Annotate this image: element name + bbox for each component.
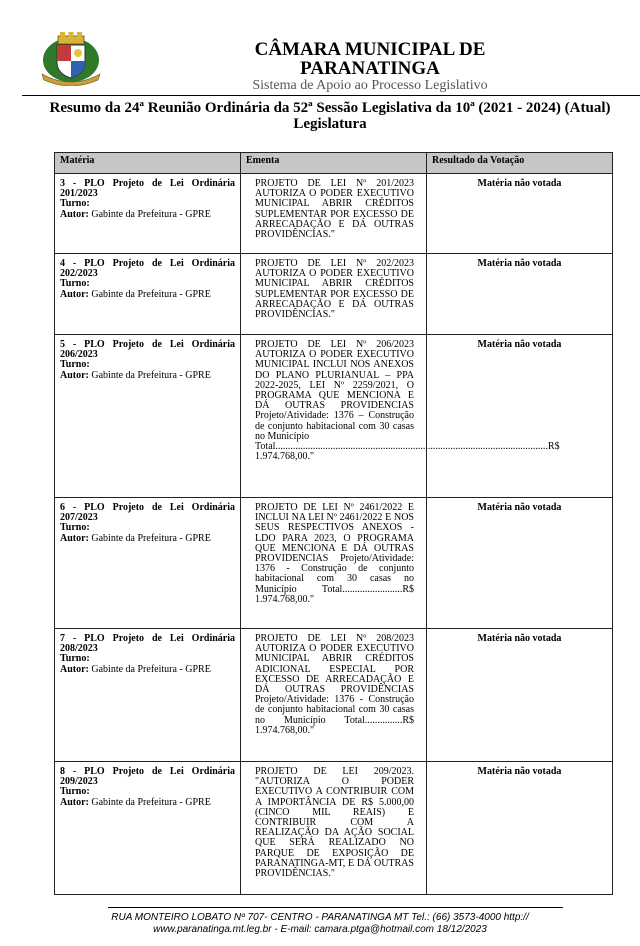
autor-value: Gabinte da Prefeitura - GPRE (91, 532, 211, 544)
municipal-coat-of-arms-icon (40, 30, 102, 86)
footer-contact: www.paranatinga.mt.leg.br - E-mail: camara.ptga@hotmail.com 18/12/2023 (153, 924, 487, 935)
resultado-cell: Matéria não votada (427, 335, 613, 498)
materia-cell (55, 762, 241, 895)
ementa-cell: PROJETO DE LEI Nº 206/2023 AUTORIZA O PODER EXECUTIVO MUNICIPAL INCLUI NOS ANEXOS DO PLANO PLURIANUAL – PPA 2022-2025, LEI Nº 2259/2021, O PROGRAMA QUE MENCIONA E DÁ OUTRAS PROVIDENCIAS Projeto/Atividade: 1376 – Construção de conjunto habitacional com 30 casas no Município Total.............................................................................................................R$ 1.974.768,00." (241, 335, 427, 498)
ementa-cell: PROJETO DE LEI Nº 208/2023 AUTORIZA O PODER EXECUTIVO MUNICIPAL ABRIR CRÉDITOS ADICIONAL ESPECIAL POR EXCESSO DE ARRECADAÇÃO E DÁ OUTRAS PROVIDÊNCIAS Projeto/Atividade: 1376 - Construção de conjunto habitacional com 30 casas no Município Total...............R$ 1.974.768,00." (241, 629, 427, 762)
chamber-title-line1: CÂMARA MUNICIPAL DE (254, 39, 486, 60)
autor-label: Autor: (60, 532, 89, 544)
materia-cell (55, 174, 241, 254)
ementa-cell: PROJETO DE LEI Nº 202/2023 AUTORIZA O PODER EXECUTIVO MUNICIPAL ABRIR CRÉDITOS SUPLEMENTAR POR EXCESSO DE ARRECADAÇÃO E DÁ OUTRAS PROVIDÊNCIAS." (241, 254, 427, 335)
turno-label: Turno: (60, 522, 90, 534)
materia-title: 7 - PLO Projeto de Lei Ordinária 208/2023 (60, 633, 235, 655)
table-header-row (55, 153, 613, 174)
table-row (55, 335, 613, 498)
materia-title: 3 - PLO Projeto de Lei Ordinária 201/2023 (60, 178, 235, 200)
column-header-ementa: Ementa (241, 153, 427, 174)
page-header (0, 0, 640, 98)
footer-address: RUA MONTEIRO LOBATO Nº 707- CENTRO - PARANATINGA MT Tel.: (66) 3573-4000 http:// (111, 912, 529, 923)
materia-title: 4 - PLO Projeto de Lei Ordinária 202/2023 (60, 258, 235, 280)
table-row (55, 629, 613, 762)
table-row (55, 498, 613, 629)
autor-value: Gabinte da Prefeitura - GPRE (91, 663, 211, 675)
materia-cell (55, 335, 241, 498)
autor-value: Gabinte da Prefeitura - GPRE (91, 288, 211, 300)
turno-label: Turno: (60, 198, 90, 210)
ementa-cell: PROJETO DE LEI Nº 201/2023 AUTORIZA O PODER EXECUTIVO MUNICIPAL ABRIR CRÉDITOS SUPLEMENTAR POR EXCESSO DE ARRECADAÇÃO E DÁ OUTRAS PROVIDÊNCIAS." (241, 174, 427, 254)
table-row (55, 254, 613, 335)
ementa-cell: PROJETO DE LEI Nº 2461/2022 E INCLUI NA LEI Nº 2461/2022 E NOS SEUS RESPECTIVOS ANEXOS - LDO PARA 2023, O PROGRAMA QUE MENCIONA E DÁ OUTRAS PROVIDENCIAS Projeto/Atividade: 1376 - Construção de conjunto habitacional com 30 casas no Município Total........................R$ 1.974.768,00." (241, 498, 427, 629)
ementa-cell: PROJETO DE LEI 209/2023. "AUTORIZA O PODER EXECUTIVO A CONTRIBUIR COM A IMPORTÂNCIA DE R$ 5.000,00 (CINCO MIL REAIS) E CONTRIBUIR COM A REALIZAÇÃO DA AÇÃO SOCIAL QUE SERÁ REALIZADO NO PARQUE DE EXPOSIÇÃO DE PARANATINGA-MT, E DÁ OUTRAS PROVIDÊNCIAS." (241, 762, 427, 895)
materia-cell (55, 254, 241, 335)
autor-value: Gabinte da Prefeitura - GPRE (91, 369, 211, 381)
resultado-cell: Matéria não votada (427, 498, 613, 629)
autor-label: Autor: (60, 796, 89, 808)
resultado-cell: Matéria não votada (427, 629, 613, 762)
table-row (55, 762, 613, 895)
autor-value: Gabinte da Prefeitura - GPRE (91, 796, 211, 808)
table-row (55, 174, 613, 254)
chamber-title-line2: PARANATINGA (300, 58, 440, 79)
materia-title: 5 - PLO Projeto de Lei Ordinária 206/2023 (60, 339, 235, 361)
resultado-cell: Matéria não votada (427, 762, 613, 895)
resultado-cell: Matéria não votada (427, 254, 613, 335)
materia-cell (55, 498, 241, 629)
meeting-summary-title: Resumo da 24ª Reunião Ordinária da 52ª Sessão Legislativa da 10ª (2021 - 2024) (Atual) Legislatura (49, 100, 611, 132)
system-subtitle: Sistema de Apoio ao Processo Legislativo (252, 78, 488, 93)
column-header-resultado: Resultado da Votação (427, 153, 613, 174)
materia-cell (55, 629, 241, 762)
turno-label: Turno: (60, 359, 90, 371)
turno-label: Turno: (60, 786, 90, 798)
materia-title: 8 - PLO Projeto de Lei Ordinária 209/2023 (60, 766, 235, 788)
footer-divider (108, 907, 563, 908)
turno-label: Turno: (60, 278, 90, 290)
header-divider (22, 95, 640, 96)
voting-results-table (54, 152, 613, 895)
resultado-cell: Matéria não votada (427, 174, 613, 254)
column-header-materia: Matéria (55, 153, 241, 174)
autor-label: Autor: (60, 663, 89, 675)
autor-label: Autor: (60, 369, 89, 381)
turno-label: Turno: (60, 653, 90, 665)
autor-label: Autor: (60, 208, 89, 220)
materia-title: 6 - PLO Projeto de Lei Ordinária 207/2023 (60, 502, 235, 524)
autor-label: Autor: (60, 288, 89, 300)
autor-value: Gabinte da Prefeitura - GPRE (91, 208, 211, 220)
